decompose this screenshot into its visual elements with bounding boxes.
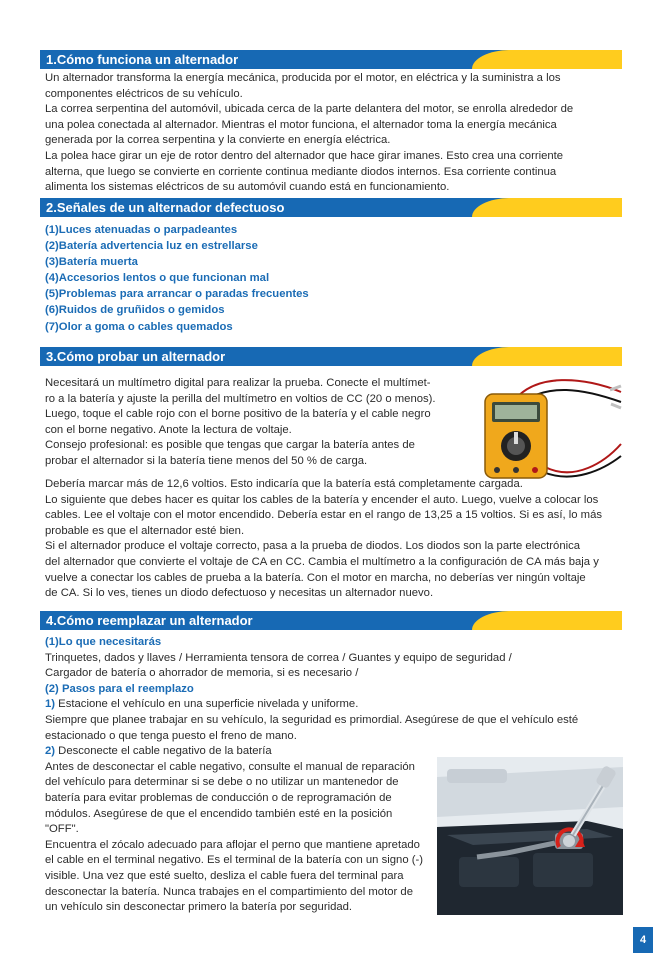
paragraph-line: Si el alternador produce el voltaje correcto, pasa a la prueba de diodos. Los diodos son la parte electrónica (45, 540, 581, 553)
paragraph-line: alimenta los sistemas eléctricos de su automóvil cuando está en funcionamiento. (45, 181, 450, 194)
paragraph-line: cables. Lee el voltaje con el motor encendido. Debería estar en el rango de 13,25 a 15 voltios. Si es así, lo más (45, 509, 603, 522)
paragraph-line: Necesitará un multímetro digital para realizar la prueba. Conecte el multímet- (45, 377, 431, 389)
paragraph-line: con el borne negativo. Anote la lectura de voltaje. (45, 423, 292, 436)
section-2-title: 2.Señales de un alternador defectuoso (46, 200, 285, 215)
paragraph-line: probar el alternador si la batería tiene menos del 50 % de carga. (45, 454, 368, 467)
step-2-text: Desconecte el cable negativo de la batería (55, 745, 272, 758)
step-1-title (45, 697, 578, 713)
paragraph-line: del alternador que convierte el voltaje de CA en CC. Cambia el multímetro a la configuración de CA más baja y (45, 555, 599, 568)
section-4-title: 4.Cómo reemplazar un alternador (46, 613, 253, 628)
section-4-header (40, 611, 622, 630)
paragraph-line: Cargador de batería o ahorrador de memoria, si es necesario / (45, 667, 359, 680)
paragraph-line: Encuentra el zócalo adecuado para aflojar el perno que mantiene apretado (45, 838, 420, 851)
list-item: (6)Ruidos de gruñidos o gemidos (45, 304, 225, 317)
paragraph-line: Antes de desconectar el cable negativo, consulte el manual de reparación (45, 760, 415, 773)
section-3-header (40, 347, 622, 366)
header-accent (472, 50, 622, 69)
list-item: (1)Luces atenuadas o parpadeantes (45, 224, 238, 236)
section-1-body (45, 71, 573, 196)
multimeter-image (475, 372, 625, 484)
paragraph-line: "OFF". (45, 823, 79, 836)
paragraph-line: el cable en el terminal negativo. Es el terminal de la batería con un signo (-) (45, 854, 424, 867)
paragraph-line: Un alternador transforma la energía mecánica, producida por el motor, en eléctrica y la suministra a los (45, 72, 561, 84)
paragraph-line: desconectar la batería. Nunca trabajes en el compartimiento del motor de (45, 885, 413, 898)
section-3-body-b (45, 477, 602, 602)
list-item: (4)Accesorios lentos o que funcionan mal (45, 272, 270, 285)
list-item: (3)Batería muerta (45, 256, 138, 269)
signs-list (45, 222, 309, 335)
paragraph-line: Siempre que planee trabajar en su vehículo, la seguridad es primordial. Asegúrese de que el vehículo esté (45, 713, 579, 726)
paragraph-line: Consejo profesional: es posible que tengas que cargar la batería antes de (45, 439, 415, 452)
subheading-needs: (1)Lo que necesitarás (45, 636, 162, 648)
paragraph-line: La correa serpentina del automóvil, ubicada cerca de la parte delantera del motor, se enrolla alrededor de (45, 103, 574, 116)
battery-disconnect-image (437, 757, 623, 915)
paragraph-line: Lo siguiente que debes hacer es quitar los cables de la batería y encender el auto. Luego, vuelve a colocar los (45, 493, 599, 506)
paragraph-line: de CA. Si lo ves, tienes un diodo defectuoso y necesitas un alternador nuevo. (45, 587, 434, 600)
subheading-steps: (2) Pasos para el reemplazo (45, 682, 194, 695)
list-item: (2)Batería advertencia luz en estrellarse (45, 240, 258, 253)
paragraph-line: batería para evitar problemas de conducción o de reprogramación de (45, 791, 392, 804)
paragraph-line: Luego, toque el cable rojo con el borne positivo de la batería y el cable negro (45, 408, 431, 421)
paragraph-line: componentes eléctricos de su vehículo. (45, 87, 243, 100)
list-item: (7)Olor a goma o cables quemados (45, 320, 233, 333)
paragraph-line: vuelve a conectar los cables de prueba a la batería. Con el motor en marcha, no deberías ver ningún voltaje (45, 571, 586, 584)
paragraph-line: del vehículo para determinar si se debe o no utilizar un mantenedor de (45, 776, 399, 789)
step-1-number: 1) (45, 698, 56, 711)
paragraph-line: un vehículo sin desconectar primero la batería por seguridad. (45, 901, 353, 914)
paragraph-line: módulos. Asegúrese de que el encendido también esté en la posición (45, 807, 393, 820)
paragraph-line: ro a la batería y ajuste la perilla del multímetro en voltios de CC (20 o menos). (45, 392, 436, 405)
header-accent (472, 611, 622, 630)
section-1-title: 1.Cómo funciona un alternador (46, 52, 239, 67)
paragraph-line: generada por la correa serpentina y la convierte en energía eléctrica. (45, 134, 391, 147)
section-1-header (40, 50, 622, 69)
list-item: (5)Problemas para arrancar o paradas frecuentes (45, 288, 309, 301)
paragraph-line: Debería marcar más de 12,6 voltios. Esto indicaría que la batería está completamente cargada. (45, 478, 523, 490)
step-1-text: Estacione el vehículo en una superficie nivelada y uniforme. (55, 698, 359, 711)
header-accent (472, 198, 622, 217)
section-3-title: 3.Cómo probar un alternador (46, 349, 226, 364)
step-2-number: 2) (45, 745, 56, 758)
paragraph-line: La polea hace girar un eje de rotor dentro del alternador que hace girar imanes. Esto crea una corriente (45, 149, 564, 162)
paragraph-line: probable es que el alternador esté bien. (45, 524, 245, 537)
section-2-header (40, 198, 622, 217)
paragraph-line: Trinquetes, dados y llaves / Herramienta tensora de correa / Guantes y equipo de seguridad / (45, 651, 512, 664)
section-3-body-a (45, 376, 436, 470)
paragraph-line: visible. Una vez que esté suelto, desliza el cable fuera del terminal para (45, 869, 404, 882)
paragraph-line: una polea conectada al alternador. Mientras el motor funciona, el alternador toma la energía mecánica (45, 118, 557, 131)
header-accent (472, 347, 622, 366)
paragraph-line: estacionado o que tenga puesto el freno de mano. (45, 729, 297, 742)
paragraph-line: alterna, que luego se convierte en corriente continua mediante diodos internos. Esa corriente continua (45, 165, 557, 178)
page-number: 4 (633, 927, 653, 953)
